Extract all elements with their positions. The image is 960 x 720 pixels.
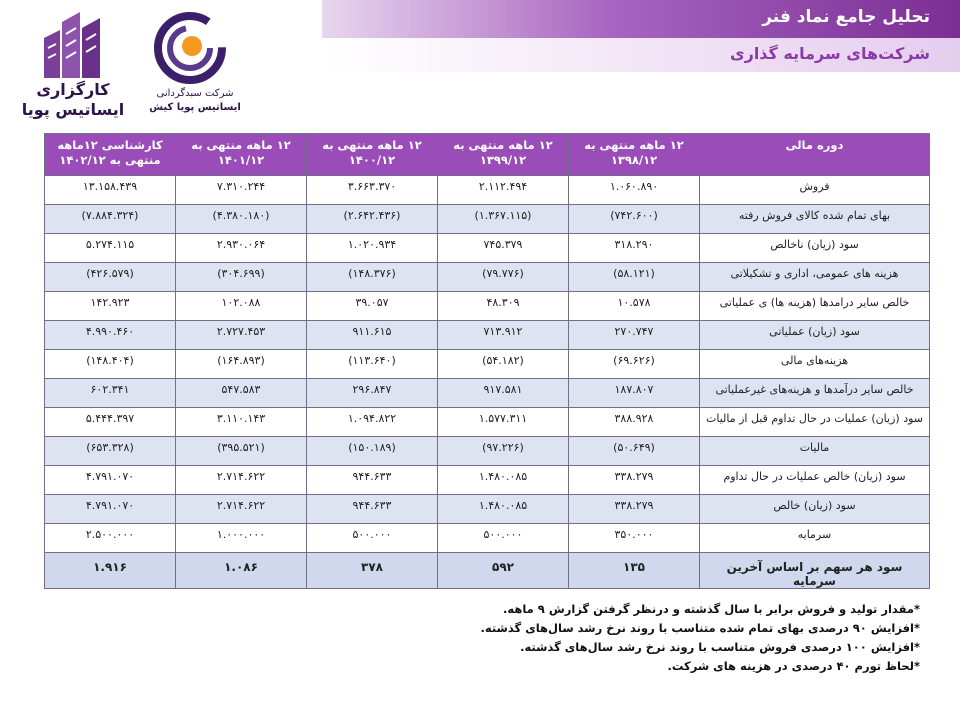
header-1400: ۱۲ ماهه منتهی به ۱۴۰۰/۱۲: [307, 134, 438, 176]
table-row: [45, 205, 930, 234]
value-cell: ۳۸۸.۹۲۸: [569, 408, 700, 437]
ring-logo-icon: [148, 10, 232, 86]
page-title: تحلیل جامع نماد فنر: [762, 7, 930, 27]
row-label: سود (زیان) خالص عملیات در حال تداوم: [700, 466, 930, 495]
value-cell: ۵۴۷.۵۸۳: [176, 379, 307, 408]
value-cell: (۲.۶۴۲.۴۳۶): [307, 205, 438, 234]
table-row: [45, 524, 930, 553]
value-cell: (۵۰.۶۴۹): [569, 437, 700, 466]
value-cell: ۱.۵۷۷.۳۱۱: [438, 408, 569, 437]
value-cell: ۵۰۰.۰۰۰: [307, 524, 438, 553]
value-cell: ۱.۰۰۰.۰۰۰: [176, 524, 307, 553]
value-cell: ۲۷۰.۷۴۷: [569, 321, 700, 350]
value-cell: ۳۹.۰۵۷: [307, 292, 438, 321]
value-cell: ۳۵۰.۰۰۰: [569, 524, 700, 553]
value-cell: ۷.۳۱۰.۲۴۴: [176, 176, 307, 205]
row-label: بهای تمام شده کالای فروش رفته: [700, 205, 930, 234]
value-cell: ۵۰۰.۰۰۰: [438, 524, 569, 553]
value-cell: ۹۴۴.۶۳۳: [307, 495, 438, 524]
value-cell: ۱.۴۸۰.۰۸۵: [438, 466, 569, 495]
table-row: [45, 292, 930, 321]
note-item: *لحاظ تورم ۴۰ درصدی در هزینه های شرکت.: [667, 659, 920, 673]
value-cell: (۱۵۰.۱۸۹): [307, 437, 438, 466]
value-cell: ۲.۷۲۷.۴۵۳: [176, 321, 307, 350]
value-cell: (۴.۳۸۰.۱۸۰): [176, 205, 307, 234]
value-cell: ۴.۷۹۱.۰۷۰: [45, 495, 176, 524]
value-cell: (۱۱۳.۶۴۰): [307, 350, 438, 379]
value-cell: ۳۳۸.۲۷۹: [569, 466, 700, 495]
table-body: [45, 176, 930, 589]
value-cell: (۵۸.۱۲۱): [569, 263, 700, 292]
row-label: سود هر سهم بر اساس آخرین سرمایه: [700, 553, 930, 589]
value-cell: (۱.۳۶۷.۱۱۵): [438, 205, 569, 234]
fund-logo-line1: شرکت سبدگردانی: [156, 88, 234, 99]
row-label: خالص سایر درآمدها و هزینه‌های غیرعملیاتی: [700, 379, 930, 408]
table-row: [45, 495, 930, 524]
value-cell: ۹۱۱.۶۱۵: [307, 321, 438, 350]
value-cell: ۱.۰۸۶: [176, 553, 307, 589]
value-cell: ۳.۶۶۳.۳۷۰: [307, 176, 438, 205]
broker-logo-line1: کارگزاری: [36, 80, 110, 99]
value-cell: (۹۷.۲۲۶): [438, 437, 569, 466]
value-cell: ۱۸۷.۸۰۷: [569, 379, 700, 408]
value-cell: (۱۶۴.۸۹۳): [176, 350, 307, 379]
value-cell: ۳۱۸.۲۹۰: [569, 234, 700, 263]
title-banner: [322, 0, 960, 38]
header-1402-forecast: کارشناسی ۱۲ماهه منتهی به ۱۴۰۲/۱۲: [45, 134, 176, 176]
value-cell: ۱.۴۸۰.۰۸۵: [438, 495, 569, 524]
value-cell: (۷.۸۸۴.۳۲۴): [45, 205, 176, 234]
table-row: [45, 379, 930, 408]
value-cell: ۷۴۵.۳۷۹: [438, 234, 569, 263]
value-cell: ۴۸.۳۰۹: [438, 292, 569, 321]
value-cell: ۲۹۶.۸۴۷: [307, 379, 438, 408]
value-cell: ۲.۵۰۰.۰۰۰: [45, 524, 176, 553]
buildings-icon: [40, 8, 106, 78]
note-item: *مقدار تولید و فروش برابر با سال گذشته و درنظر گرفتن گزارش ۹ ماهه.: [503, 602, 920, 616]
page-subtitle: شرکت‌های سرمایه گذاری: [729, 44, 930, 63]
value-cell: ۴.۹۹۰.۴۶۰: [45, 321, 176, 350]
value-cell: ۱.۰۹۴.۸۲۲: [307, 408, 438, 437]
table-row: [45, 466, 930, 495]
table-row: [45, 263, 930, 292]
value-cell: ۱.۹۱۶: [45, 553, 176, 589]
value-cell: ۳۳۸.۲۷۹: [569, 495, 700, 524]
subtitle-banner: [322, 38, 960, 72]
value-cell: ۱.۰۶۰.۸۹۰: [569, 176, 700, 205]
row-label: سود (زیان) عملیاتی: [700, 321, 930, 350]
value-cell: ۳۷۸: [307, 553, 438, 589]
value-cell: (۱۴۸.۳۷۶): [307, 263, 438, 292]
table-row: [45, 234, 930, 263]
value-cell: ۵.۲۷۴.۱۱۵: [45, 234, 176, 263]
value-cell: (۶۵۳.۳۲۸): [45, 437, 176, 466]
value-cell: (۳۹۵.۵۲۱): [176, 437, 307, 466]
value-cell: ۲.۹۳۰.۰۶۴: [176, 234, 307, 263]
note-item: *افزایش ۱۰۰ درصدی فروش متناسب با روند نرخ رشد سال‌های گذشته.: [520, 640, 920, 654]
table-row: [45, 350, 930, 379]
value-cell: ۶۰۲.۳۴۱: [45, 379, 176, 408]
broker-logo: [14, 8, 132, 120]
table-row: [45, 553, 930, 589]
row-label: سرمایه: [700, 524, 930, 553]
value-cell: (۷۹.۷۷۶): [438, 263, 569, 292]
table-header-row: [45, 134, 930, 176]
value-cell: ۵.۴۴۴.۳۹۷: [45, 408, 176, 437]
value-cell: ۴.۷۹۱.۰۷۰: [45, 466, 176, 495]
header-1401: ۱۲ ماهه منتهی به ۱۴۰۱/۱۲: [176, 134, 307, 176]
value-cell: (۳۰۴.۶۹۹): [176, 263, 307, 292]
broker-logo-line2: ایساتیس پویا: [21, 100, 125, 119]
row-label: فروش: [700, 176, 930, 205]
header-period: دوره مالی: [700, 134, 930, 176]
row-label: مالیات: [700, 437, 930, 466]
row-label: هزینه‌های مالی: [700, 350, 930, 379]
value-cell: ۱۰۲.۰۸۸: [176, 292, 307, 321]
value-cell: (۴۲۶.۵۷۹): [45, 263, 176, 292]
financial-table: [44, 133, 930, 589]
note-item: *افزایش ۹۰ درصدی بهای تمام شده متناسب با روند نرخ رشد سال‌های گذشته.: [480, 621, 920, 635]
value-cell: ۱.۰۲۰.۹۳۴: [307, 234, 438, 263]
value-cell: ۷۱۳.۹۱۲: [438, 321, 569, 350]
value-cell: ۲.۱۱۲.۴۹۴: [438, 176, 569, 205]
value-cell: ۱۳۵: [569, 553, 700, 589]
table-row: [45, 408, 930, 437]
value-cell: (۵۴.۱۸۲): [438, 350, 569, 379]
row-label: خالص سایر درامدها (هزینه ها) ی عملیاتی: [700, 292, 930, 321]
value-cell: (۷۴۲.۶۰۰): [569, 205, 700, 234]
table-row: [45, 176, 930, 205]
value-cell: (۱۴۸.۴۰۴): [45, 350, 176, 379]
assumption-notes: [400, 600, 920, 676]
value-cell: ۹۴۴.۶۳۳: [307, 466, 438, 495]
value-cell: ۲.۷۱۴.۶۲۲: [176, 466, 307, 495]
fund-logo: [140, 10, 250, 122]
row-label: هزینه های عمومی، اداری و تشکیلاتی: [700, 263, 930, 292]
value-cell: ۲.۷۱۴.۶۲۲: [176, 495, 307, 524]
value-cell: ۱۴۲.۹۲۳: [45, 292, 176, 321]
fund-logo-line2: ایساتیس پویا کیش: [149, 102, 241, 113]
header-1399: ۱۲ ماهه منتهی به ۱۳۹۹/۱۲: [438, 134, 569, 176]
value-cell: ۱۳.۱۵۸.۴۳۹: [45, 176, 176, 205]
value-cell: ۵۹۲: [438, 553, 569, 589]
value-cell: ۱۰.۵۷۸: [569, 292, 700, 321]
value-cell: ۹۱۷.۵۸۱: [438, 379, 569, 408]
header-1398: ۱۲ ماهه منتهی به ۱۳۹۸/۱۲: [569, 134, 700, 176]
table-row: [45, 321, 930, 350]
value-cell: ۳.۱۱۰.۱۴۳: [176, 408, 307, 437]
value-cell: (۶۹.۶۲۶): [569, 350, 700, 379]
row-label: سود (زیان) ناخالص: [700, 234, 930, 263]
row-label: سود (زیان) خالص: [700, 495, 930, 524]
row-label: سود (زیان) عملیات در حال تداوم قبل از مالیات: [700, 408, 930, 437]
table-row: [45, 437, 930, 466]
